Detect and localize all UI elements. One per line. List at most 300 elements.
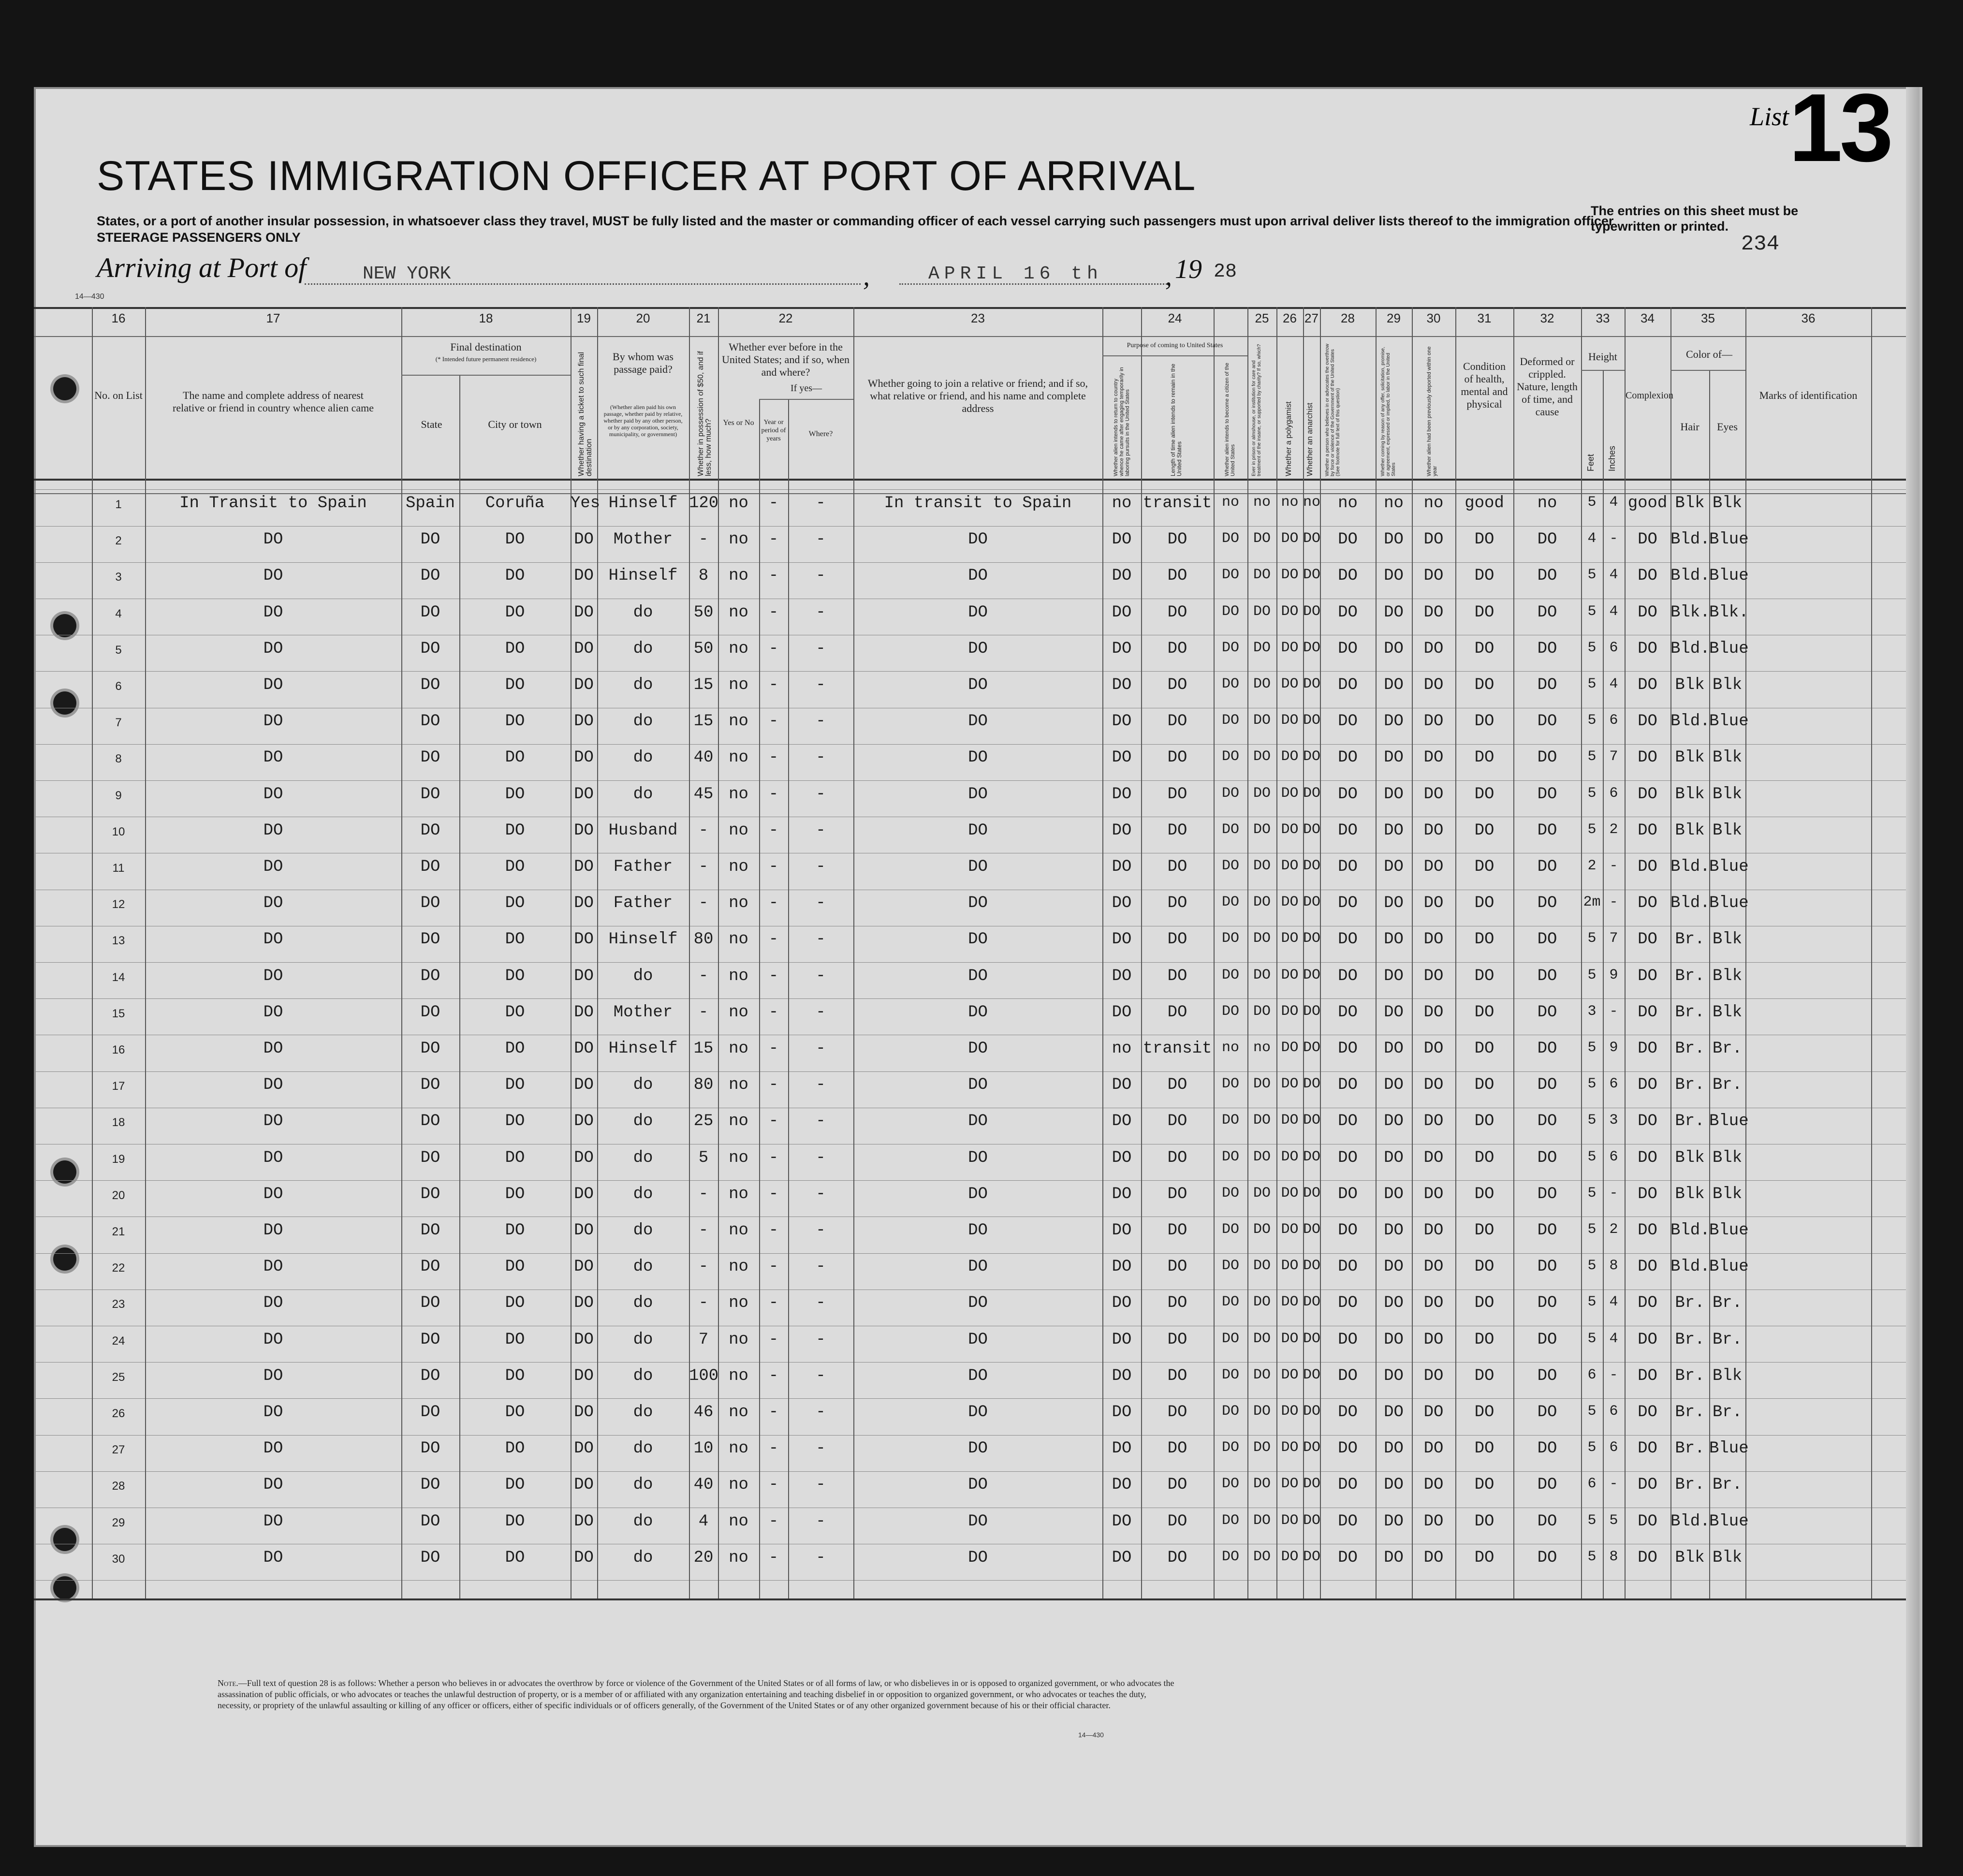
- cell-rel: DO: [263, 1294, 283, 1313]
- cell-state: DO: [420, 821, 440, 840]
- cell-p3: DO: [1221, 567, 1239, 584]
- cell-where: -: [816, 1512, 826, 1531]
- cell-c32: DO: [1537, 967, 1557, 985]
- cell-ft: 5: [1587, 1439, 1597, 1456]
- cell-join: DO: [968, 1439, 988, 1458]
- cell-p1: DO: [1112, 1366, 1132, 1385]
- cell-join: DO: [968, 1366, 988, 1385]
- row-rule: [34, 1398, 1919, 1399]
- form-code: 14—430: [1078, 1731, 1104, 1739]
- cell-ticket: DO: [574, 1185, 594, 1203]
- cell-where: -: [816, 748, 826, 767]
- row-number: 21: [112, 1225, 125, 1238]
- cell-yn: no: [729, 1148, 748, 1167]
- cell-money: 50: [693, 639, 714, 658]
- cell-p1: DO: [1112, 567, 1132, 586]
- cell-c31: DO: [1474, 1221, 1494, 1240]
- table-row: [34, 1148, 1919, 1172]
- row-number: 9: [115, 789, 122, 802]
- row-number: 10: [112, 825, 125, 838]
- cell-c26: DO: [1281, 1112, 1299, 1129]
- cell-c29: DO: [1384, 1512, 1404, 1531]
- cell-where: -: [816, 1003, 826, 1022]
- cell-hair: Blk: [1675, 785, 1705, 804]
- cell-ft: 5: [1587, 967, 1597, 983]
- cell-c27: DO: [1303, 639, 1321, 656]
- cell-paid: do: [633, 603, 653, 622]
- cell-c29: DO: [1384, 1439, 1404, 1458]
- cell-c32: DO: [1537, 1476, 1557, 1495]
- cell-rel: DO: [263, 1221, 283, 1240]
- cell-comp: DO: [1638, 1403, 1657, 1422]
- column-number: 18: [479, 311, 493, 325]
- cell-p1: DO: [1112, 1403, 1132, 1422]
- cell-c25: DO: [1253, 712, 1271, 729]
- cell-c26: DO: [1281, 1294, 1299, 1311]
- cell-p1: DO: [1112, 1076, 1132, 1095]
- cell-yr: -: [768, 1112, 779, 1131]
- cell-yn: no: [729, 748, 748, 767]
- cell-c28: DO: [1338, 967, 1358, 985]
- cell-ft: 5: [1587, 1112, 1597, 1129]
- cell-c28: DO: [1338, 1330, 1358, 1349]
- cell-ticket: DO: [574, 603, 594, 622]
- row-rule: [34, 1435, 1919, 1436]
- cell-ft: 5: [1587, 1040, 1597, 1056]
- column-number: 21: [696, 311, 711, 325]
- cell-ft: 6: [1587, 1366, 1597, 1383]
- cell-in: 8: [1609, 1548, 1618, 1565]
- footnote-label: Note.: [218, 1678, 238, 1688]
- cell-money: 20: [693, 1548, 714, 1567]
- cell-c28: DO: [1338, 676, 1358, 694]
- cell-c26: DO: [1281, 748, 1299, 765]
- cell-c29: DO: [1384, 1076, 1404, 1095]
- cell-yn: no: [729, 603, 748, 622]
- row-number: 19: [112, 1152, 125, 1166]
- column-header: Color of—: [1686, 348, 1732, 360]
- cell-hair: Br.: [1675, 1439, 1705, 1458]
- column-header: Purpose of coming to United States: [1127, 342, 1223, 349]
- cell-p1: DO: [1112, 530, 1132, 549]
- cell-p1: DO: [1112, 1148, 1132, 1167]
- cell-p1: DO: [1112, 1330, 1132, 1349]
- cell-c30: DO: [1423, 567, 1444, 586]
- cell-c27: DO: [1303, 530, 1321, 547]
- cell-c29: DO: [1384, 1476, 1404, 1495]
- cell-in: 6: [1609, 1439, 1618, 1456]
- cell-c26: DO: [1281, 1003, 1299, 1020]
- cell-c31: DO: [1474, 785, 1494, 804]
- column-number: 20: [636, 311, 650, 325]
- port-field: NEW YORK: [305, 264, 861, 285]
- cell-c27: DO: [1303, 676, 1321, 692]
- cell-p3: no: [1221, 1040, 1239, 1056]
- row-number: 2: [115, 534, 122, 548]
- cell-city: DO: [505, 1040, 525, 1058]
- cell-c27: DO: [1303, 603, 1321, 620]
- cell-c31: DO: [1474, 967, 1494, 985]
- cell-yr: -: [768, 1040, 779, 1058]
- arriving-label: Arriving at Port of: [97, 252, 307, 283]
- cell-p3: DO: [1221, 894, 1239, 911]
- cell-c26: DO: [1281, 858, 1299, 874]
- cell-p3: DO: [1221, 785, 1239, 802]
- cell-c31: DO: [1474, 1112, 1494, 1131]
- cell-join: DO: [968, 967, 988, 985]
- table-row: [34, 676, 1919, 699]
- cell-p2: DO: [1167, 530, 1187, 549]
- cell-in: 9: [1609, 1040, 1618, 1056]
- cell-where: -: [816, 894, 826, 913]
- column-number: 23: [971, 311, 985, 325]
- table-row: [34, 1185, 1919, 1208]
- cell-ticket: DO: [574, 821, 594, 840]
- cell-paid: Hinself: [608, 567, 678, 586]
- cell-c32: DO: [1537, 639, 1557, 658]
- cell-yr: -: [768, 1403, 779, 1422]
- cell-c29: DO: [1384, 967, 1404, 985]
- cell-paid: do: [633, 1548, 653, 1567]
- table-row: [34, 1403, 1919, 1426]
- cell-money: 45: [693, 785, 714, 804]
- cell-ticket: DO: [574, 1112, 594, 1131]
- row-rule: [34, 671, 1919, 672]
- cell-ticket: DO: [574, 530, 594, 549]
- cell-ticket: DO: [574, 1512, 594, 1531]
- cell-rel: DO: [263, 1403, 283, 1422]
- table-row: [34, 603, 1919, 627]
- cell-paid: do: [633, 1366, 653, 1385]
- row-rule: [34, 1216, 1919, 1217]
- cell-comp: DO: [1638, 1439, 1657, 1458]
- cell-yn: no: [729, 530, 748, 549]
- cell-c27: DO: [1303, 1439, 1321, 1456]
- cell-state: Spain: [405, 494, 455, 513]
- cell-city: DO: [505, 858, 525, 876]
- cell-yn: no: [729, 639, 748, 658]
- cell-c28: DO: [1338, 1112, 1358, 1131]
- cell-rel: DO: [263, 748, 283, 767]
- cell-join: DO: [968, 748, 988, 767]
- cell-c32: DO: [1537, 1512, 1557, 1531]
- comma-separator: ,: [1165, 262, 1172, 292]
- cell-money: 7: [698, 1330, 709, 1349]
- cell-state: DO: [420, 1076, 440, 1095]
- cell-in: 6: [1609, 1403, 1618, 1420]
- cell-money: 5: [698, 1148, 709, 1167]
- cell-p3: DO: [1221, 821, 1239, 838]
- cell-c26: DO: [1281, 676, 1299, 692]
- cell-paid: Mother: [613, 1003, 673, 1022]
- row-number: 11: [112, 862, 125, 875]
- table-top-rule: [34, 307, 1919, 309]
- cell-p3: DO: [1221, 712, 1239, 729]
- cell-rel: DO: [263, 1476, 283, 1495]
- column-header: (Whether alien paid his own passage, whether paid by relative, whether paid by any other person, or by any corporation, society, municipality, or government): [603, 404, 683, 438]
- cell-c31: DO: [1474, 603, 1494, 622]
- cell-ft: 5: [1587, 1330, 1597, 1347]
- cell-c30: DO: [1423, 1258, 1444, 1276]
- column-number: 19: [577, 311, 591, 325]
- cell-yn: no: [729, 1258, 748, 1276]
- cell-c32: DO: [1537, 1003, 1557, 1022]
- cell-rel: DO: [263, 1330, 283, 1349]
- cell-comp: good: [1627, 494, 1668, 513]
- cell-c29: DO: [1384, 1366, 1404, 1385]
- cell-p3: DO: [1221, 1512, 1239, 1529]
- cell-p3: DO: [1221, 1548, 1239, 1565]
- cell-c30: DO: [1423, 1112, 1444, 1131]
- column-header: Length of time alien intends to remain in the United States: [1170, 364, 1183, 476]
- cell-eyes: Br.: [1712, 1076, 1743, 1095]
- table-row: [34, 494, 1919, 517]
- table-row: [34, 785, 1919, 808]
- cell-c25: no: [1253, 1040, 1271, 1056]
- cell-p3: DO: [1221, 1148, 1239, 1165]
- cell-p2: DO: [1167, 894, 1187, 913]
- cell-comp: DO: [1638, 821, 1657, 840]
- cell-c26: DO: [1281, 712, 1299, 729]
- cell-c30: DO: [1423, 1403, 1444, 1422]
- cell-join: DO: [968, 1476, 988, 1495]
- cell-c31: DO: [1474, 1003, 1494, 1022]
- cell-c26: DO: [1281, 1148, 1299, 1165]
- cell-p2: DO: [1167, 1112, 1187, 1131]
- cell-state: DO: [420, 1403, 440, 1422]
- cell-yr: -: [768, 1294, 779, 1313]
- cell-hair: Blk: [1675, 494, 1705, 513]
- cell-c26: DO: [1281, 894, 1299, 911]
- cell-yn: no: [729, 1476, 748, 1495]
- cell-money: 15: [693, 1040, 714, 1058]
- column-header: Deformed or crippled. Nature, length of time, and cause: [1517, 355, 1578, 418]
- cell-where: -: [816, 1148, 826, 1167]
- column-header: Height: [1588, 351, 1617, 363]
- cell-yn: no: [729, 712, 748, 731]
- cell-rel: DO: [263, 1366, 283, 1385]
- cell-p1: DO: [1112, 712, 1132, 731]
- cell-money: -: [698, 1294, 709, 1313]
- cell-state: DO: [420, 1548, 440, 1567]
- cell-join: DO: [968, 567, 988, 586]
- cell-c27: no: [1303, 494, 1321, 511]
- cell-state: DO: [420, 930, 440, 949]
- column-number: 34: [1641, 311, 1655, 325]
- cell-yr: -: [768, 567, 779, 586]
- cell-c25: DO: [1253, 1185, 1271, 1202]
- cell-c32: DO: [1537, 1112, 1557, 1131]
- cell-c32: DO: [1537, 1185, 1557, 1203]
- cell-p2: DO: [1167, 639, 1187, 658]
- cell-comp: DO: [1638, 1221, 1657, 1240]
- cell-join: DO: [968, 930, 988, 949]
- cell-where: -: [816, 603, 826, 622]
- cell-c32: DO: [1537, 821, 1557, 840]
- cell-paid: do: [633, 1185, 653, 1203]
- cell-state: DO: [420, 639, 440, 658]
- cell-p2: DO: [1167, 603, 1187, 622]
- cell-c25: DO: [1253, 1112, 1271, 1129]
- cell-c29: DO: [1384, 1548, 1404, 1567]
- table-row: [34, 1366, 1919, 1390]
- cell-paid: do: [633, 1403, 653, 1422]
- cell-c26: DO: [1281, 1330, 1299, 1347]
- cell-ticket: DO: [574, 1003, 594, 1022]
- cell-c30: DO: [1423, 1148, 1444, 1167]
- cell-hair: Br.: [1675, 1476, 1705, 1495]
- cell-p2: transit: [1143, 1040, 1212, 1058]
- cell-c25: DO: [1253, 1439, 1271, 1456]
- row-number: 17: [112, 1080, 125, 1093]
- cell-ticket: DO: [574, 567, 594, 586]
- table-row: [34, 1076, 1919, 1099]
- cell-comp: DO: [1638, 967, 1657, 985]
- cell-c25: DO: [1253, 1330, 1271, 1347]
- cell-c29: DO: [1384, 1330, 1404, 1349]
- cell-p1: DO: [1112, 1476, 1132, 1495]
- cell-hair: Br.: [1675, 1403, 1705, 1422]
- cell-c26: DO: [1281, 1512, 1299, 1529]
- cell-c28: DO: [1338, 1439, 1358, 1458]
- cell-c29: DO: [1384, 748, 1404, 767]
- cell-c30: DO: [1423, 1185, 1444, 1203]
- cell-c26: DO: [1281, 967, 1299, 983]
- cell-money: 40: [693, 1476, 714, 1495]
- cell-yr: -: [768, 1330, 779, 1349]
- cell-yn: no: [729, 1112, 748, 1131]
- cell-ticket: DO: [574, 1040, 594, 1058]
- cell-yn: no: [729, 1366, 748, 1385]
- column-number: 28: [1341, 311, 1355, 325]
- cell-c26: DO: [1281, 1439, 1299, 1456]
- cell-hair: Br.: [1675, 930, 1705, 949]
- cell-p2: DO: [1167, 1330, 1187, 1349]
- footnote-text: —Full text of question 28 is as follows: Whether a person who believes in or advocates the overthrow by force or violence of the Government of the United States or of all forms of law, or who disbelieves in or is opposed to organized government, or who advocates the assassination of public officials, or who advocates or teaches the unlawful destruction of property, or is a member of or affiliated with any organization entertaining and teaching disbelief in or opposition to organized government, or who advocates or teaches the duty, necessity, or propriety of the unlawful assaulting or killing of any officer or officers, either of specific individuals or of officers generally, of the Government of the United States or of any other organized government because of his or their official character.: [218, 1678, 1174, 1710]
- cell-c25: DO: [1253, 930, 1271, 947]
- cell-p2: DO: [1167, 967, 1187, 985]
- cell-c30: DO: [1423, 1439, 1444, 1458]
- cell-c29: DO: [1384, 1148, 1404, 1167]
- cell-state: DO: [420, 1003, 440, 1022]
- cell-eyes: Blue: [1709, 530, 1749, 549]
- cell-paid: do: [633, 748, 653, 767]
- cell-rel: DO: [263, 603, 283, 622]
- cell-p2: DO: [1167, 1439, 1187, 1458]
- cell-where: -: [816, 1476, 826, 1495]
- cell-hair: Blk: [1675, 1548, 1705, 1567]
- cell-in: 3: [1609, 1112, 1618, 1129]
- row-number: 29: [112, 1516, 125, 1529]
- cell-c26: DO: [1281, 1185, 1299, 1202]
- cell-where: -: [816, 821, 826, 840]
- cell-c26: DO: [1281, 639, 1299, 656]
- cell-comp: DO: [1638, 930, 1657, 949]
- cell-eyes: Br.: [1712, 1330, 1743, 1349]
- cell-c32: DO: [1537, 748, 1557, 767]
- cell-rel: DO: [263, 1548, 283, 1567]
- cell-ft: 5: [1587, 1403, 1597, 1420]
- cell-yn: no: [729, 1403, 748, 1422]
- cell-money: 100: [689, 1366, 719, 1385]
- cell-hair: Bld.: [1670, 1258, 1710, 1276]
- cell-yr: -: [768, 1548, 779, 1567]
- cell-in: 2: [1609, 821, 1618, 838]
- cell-in: 7: [1609, 748, 1618, 765]
- cell-city: DO: [505, 1366, 525, 1385]
- cell-state: DO: [420, 530, 440, 549]
- cell-where: -: [816, 1403, 826, 1422]
- cell-c26: DO: [1281, 1366, 1299, 1383]
- cell-c30: DO: [1423, 1366, 1444, 1385]
- cell-ticket: DO: [574, 785, 594, 804]
- cell-where: -: [816, 1076, 826, 1095]
- cell-c26: DO: [1281, 1258, 1299, 1275]
- cell-c26: DO: [1281, 1040, 1299, 1056]
- cell-c30: DO: [1423, 785, 1444, 804]
- cell-ft: 4: [1587, 530, 1597, 547]
- table-bottom-rule: [34, 1598, 1919, 1600]
- cell-where: -: [816, 1185, 826, 1203]
- cell-c27: DO: [1303, 1512, 1321, 1529]
- cell-p3: no: [1221, 494, 1239, 511]
- cell-c32: DO: [1537, 1439, 1557, 1458]
- cell-p1: DO: [1112, 1258, 1132, 1276]
- cell-c26: DO: [1281, 530, 1299, 547]
- column-header: By whom was passage paid?: [613, 351, 674, 375]
- cell-eyes: Blue: [1709, 858, 1749, 876]
- row-number: 28: [112, 1480, 125, 1493]
- row-number: 3: [115, 571, 122, 584]
- cell-rel: DO: [263, 1003, 283, 1022]
- instruction-line: States, or a port of another insular possession, in whatsoever class they travel, MUST be fully listed and the master or commanding officer of each vessel carrying such passengers must upon arrival deliver lists thereof to the immigration officer: [97, 214, 1614, 228]
- cell-c31: DO: [1474, 1258, 1494, 1276]
- list-number: 13: [1788, 87, 1890, 182]
- row-rule: [34, 962, 1919, 963]
- cell-p2: DO: [1167, 1003, 1187, 1022]
- cell-in: -: [1609, 1185, 1618, 1202]
- cell-join: DO: [968, 1221, 988, 1240]
- cell-c28: DO: [1338, 894, 1358, 913]
- cell-c30: DO: [1423, 748, 1444, 767]
- cell-p2: DO: [1167, 785, 1187, 804]
- cell-hair: Blk: [1675, 676, 1705, 694]
- cell-p1: DO: [1112, 1439, 1132, 1458]
- cell-ft: 5: [1587, 785, 1597, 802]
- column-header: Eyes: [1717, 421, 1738, 433]
- cell-eyes: Blue: [1709, 1221, 1749, 1240]
- cell-rel: DO: [263, 1040, 283, 1058]
- cell-p1: DO: [1112, 639, 1132, 658]
- row-number: 30: [112, 1552, 125, 1566]
- cell-rel: DO: [263, 1112, 283, 1131]
- row-number: 24: [112, 1334, 125, 1348]
- cell-c31: DO: [1474, 1476, 1494, 1495]
- cell-rel: DO: [263, 530, 283, 549]
- cell-ticket: DO: [574, 930, 594, 949]
- cell-c25: DO: [1253, 603, 1271, 620]
- row-number: 7: [115, 716, 122, 730]
- cell-c32: DO: [1537, 858, 1557, 876]
- cell-eyes: Blk: [1712, 785, 1743, 804]
- row-number: 1: [115, 498, 122, 511]
- sub-header-rule: [1102, 355, 1247, 356]
- cell-join: DO: [968, 785, 988, 804]
- cell-ft: 5: [1587, 1294, 1597, 1311]
- column-header: State: [421, 418, 442, 430]
- cell-where: -: [816, 1330, 826, 1349]
- table-row: [34, 1258, 1919, 1281]
